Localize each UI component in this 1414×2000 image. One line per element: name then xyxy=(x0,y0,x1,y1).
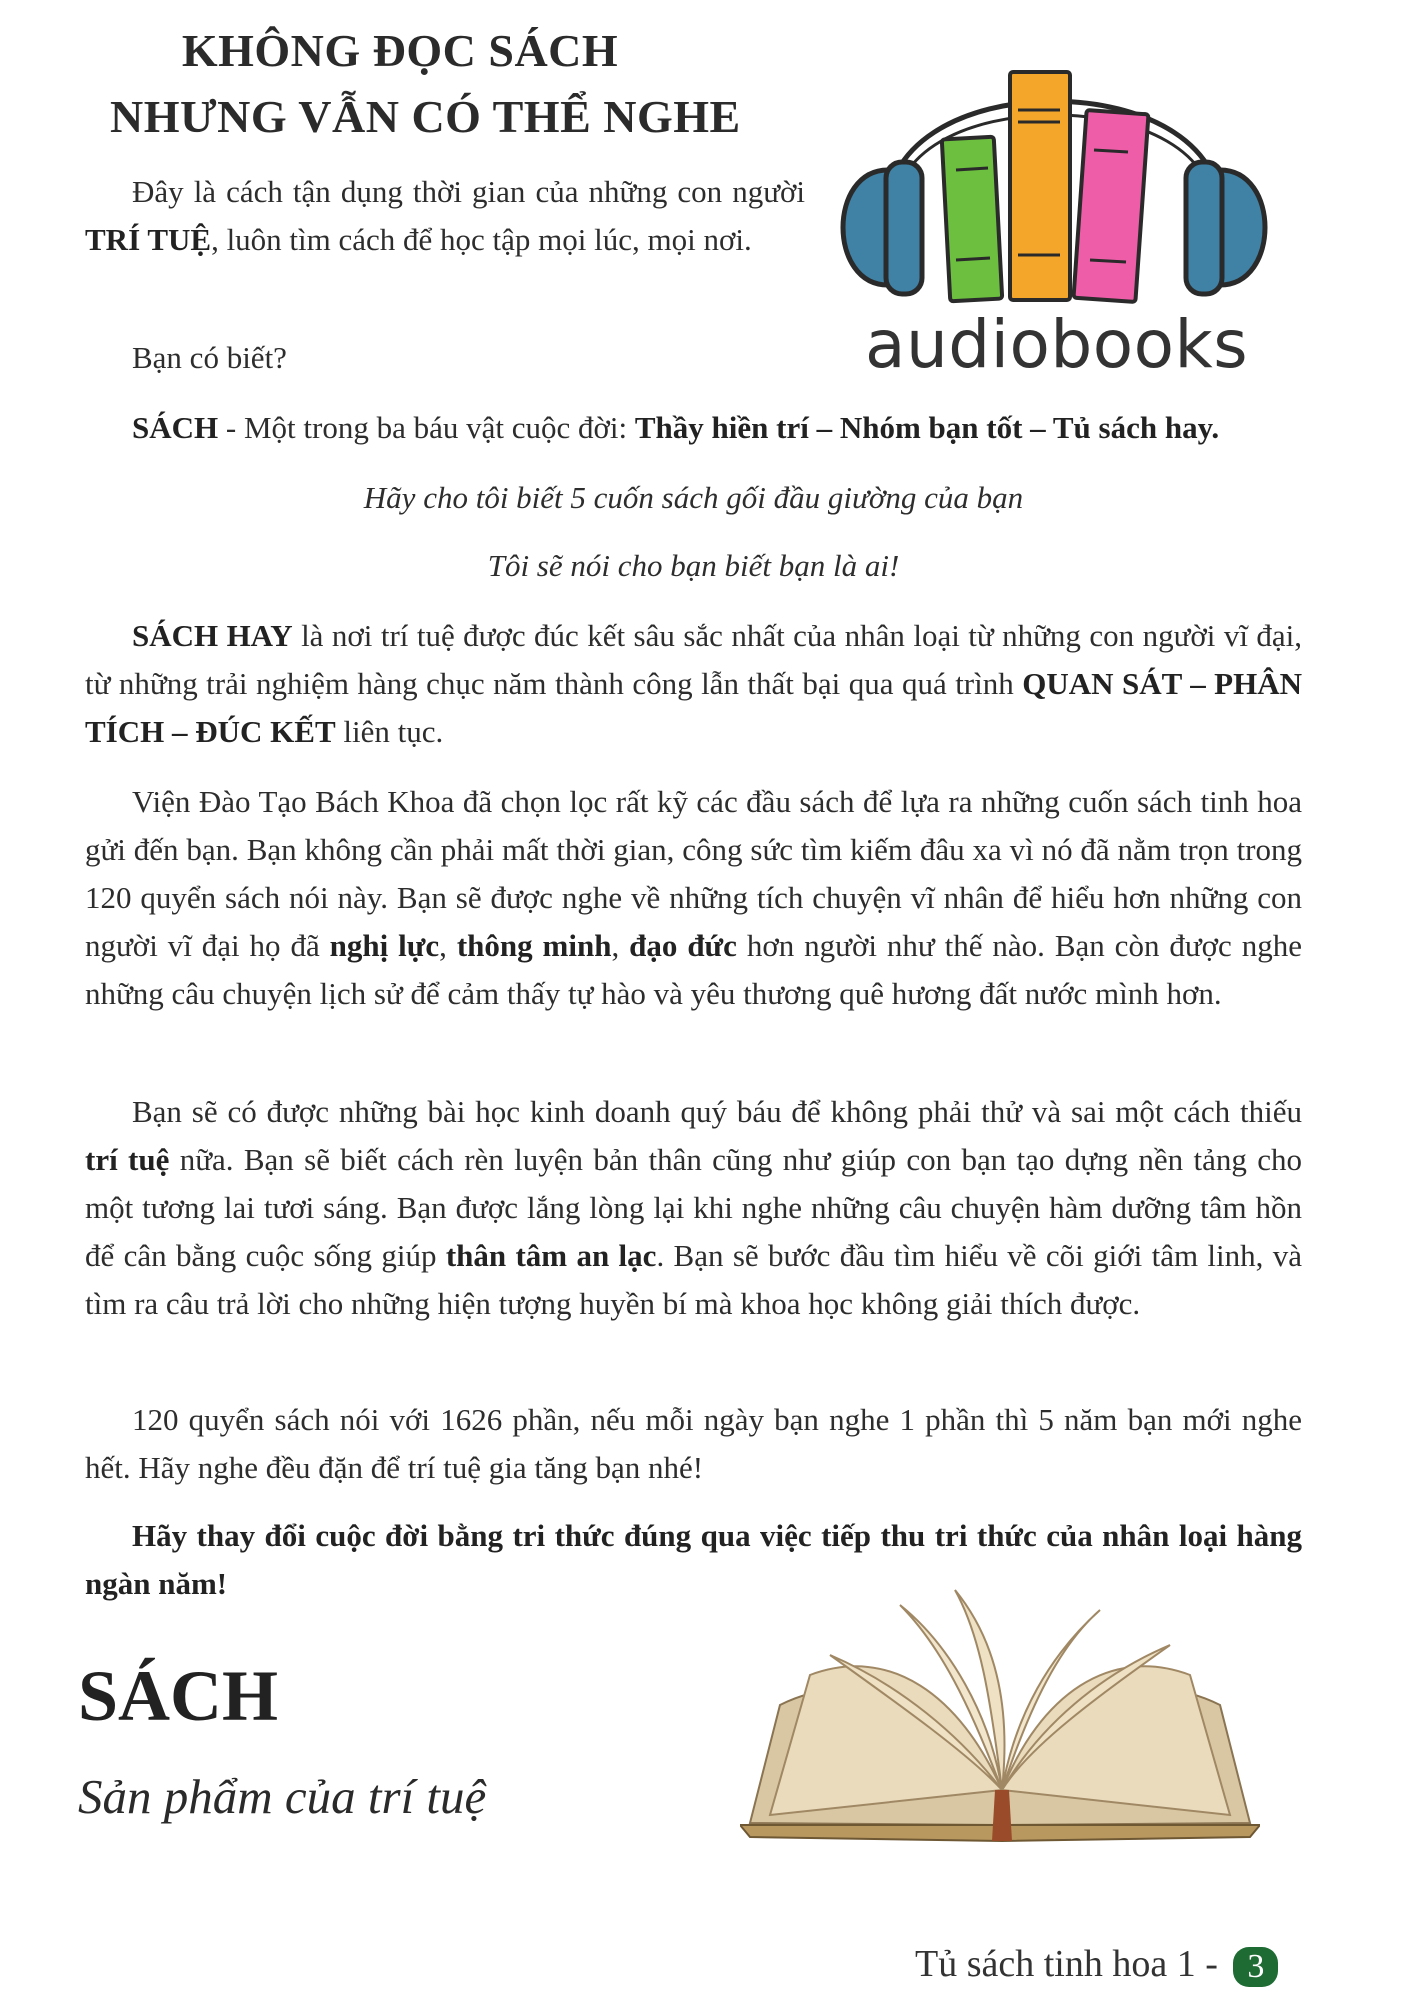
institute-paragraph: Viện Đào Tạo Bách Khoa đã chọn lọc rất kỹ các đầu sách để lựa ra những cuốn sách tinh hoa gửi đến bạn. Bạn không cần phải mất thời gian, công sức tìm kiếm đâu xa vì nó đã nằm trọn trong 120 quyển sách nói này. Bạn sẽ được nghe về những tích chuyện vĩ nhân để hiểu hơn những con người vĩ đại họ đã nghị lực, thông minh, đạo đức hơn người như thế nào. Bạn còn được nghe những câu chuyện lịch sử để cảm thấy tự hào và yêu thương quê hương đất nước mình hơn. xyxy=(85,784,1302,1011)
audiobooks-wordmark: audiobooks xyxy=(865,306,1249,383)
page-title xyxy=(110,18,741,150)
quote-line-2: Tôi sẽ nói cho bạn biết bạn là ai! xyxy=(487,548,900,583)
quote-line-1: Hãy cho tôi biết 5 cuốn sách gối đầu giường của bạn xyxy=(363,480,1024,515)
good-books-paragraph: SÁCH HAY là nơi trí tuệ được đúc kết sâu sắc nhất của nhân loại từ những con người vĩ đại, từ những trải nghiệm hàng chục năm thành công lẫn thất bại qua quá trình QUAN SÁT – PHÂN TÍCH – ĐÚC KẾT liên tục. xyxy=(85,618,1303,749)
intro-paragraph: Đây là cách tận dụng thời gian của những con người TRÍ TUỆ, luôn tìm cách để học tập mọi lúc, mọi nơi. xyxy=(85,174,805,257)
did-you-know: Bạn có biết? xyxy=(132,340,287,375)
emphasis-tri-tue: TRÍ TUỆ xyxy=(85,222,212,257)
page-number-badge: 3 xyxy=(1233,1947,1278,1987)
title-line-2: NHƯNG VẪN CÓ THỂ NGHE xyxy=(110,91,741,142)
lessons-paragraph: Bạn sẽ có được những bài học kinh doanh quý báu để không phải thử và sai một cách thiếu trí tuệ nữa. Bạn sẽ biết cách rèn luyện bản thân cũng như giúp con bạn tạo dựng nền tảng cho một tương lai tươi sáng. Bạn được lắng lòng lại khi nghe những câu chuyện hàm dưỡng tâm hồn để cân bằng cuộc sống giúp thân tâm an lạc. Bạn sẽ bước đầu tìm hiểu về cõi giới tâm linh, và tìm ra câu trả lời cho những hiện tượng huyền bí mà khoa học không giải thích được. xyxy=(85,1094,1303,1321)
title-line-1: KHÔNG ĐỌC SÁCH xyxy=(181,25,619,76)
count-paragraph: 120 quyển sách nói với 1626 phần, nếu mỗi ngày bạn nghe 1 phần thì 5 năm bạn mới nghe hết. Hãy nghe đều đặn để trí tuệ gia tăng bạn nhé! xyxy=(85,1402,1302,1485)
tagline: Sản phẩm của trí tuệ xyxy=(78,1769,487,1824)
series-name: Tủ sách tinh hoa 1 - xyxy=(915,1943,1218,1985)
page-footer xyxy=(915,1942,1278,1987)
big-word: SÁCH xyxy=(78,1656,279,1736)
headphones-books-illustration xyxy=(828,50,1280,312)
treasure-line: SÁCH - Một trong ba báu vật cuộc đời: Thầy hiền trí – Nhóm bạn tốt – Tủ sách hay. xyxy=(132,410,1220,445)
open-book-illustration xyxy=(740,1585,1260,1845)
closing-paragraph: Hãy thay đổi cuộc đời bằng tri thức đúng qua việc tiếp thu tri thức của nhân loại hàng ngàn năm! xyxy=(85,1518,1302,1601)
